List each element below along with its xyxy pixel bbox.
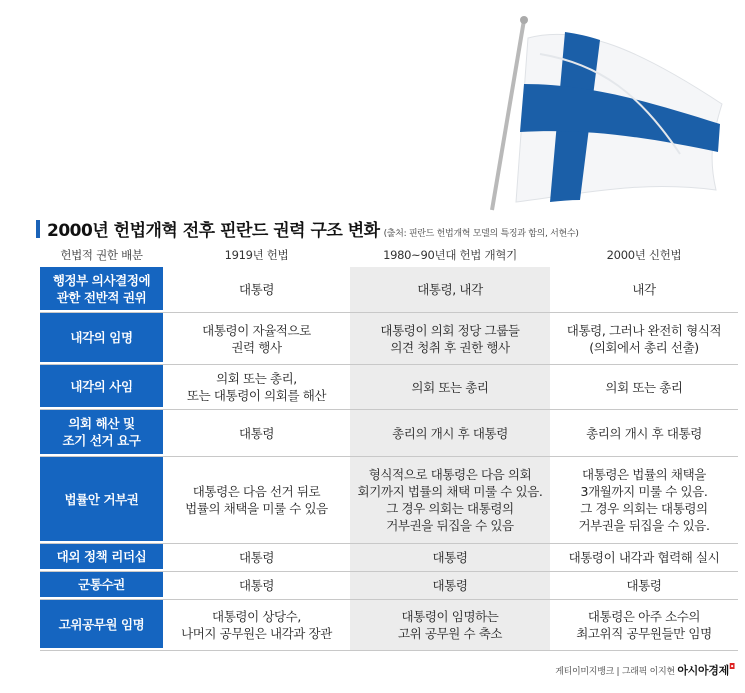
- table-row: [40, 572, 738, 600]
- credit-line: [555, 662, 735, 678]
- cell-1919: 대통령이 자율적으로 권력 행사: [163, 313, 350, 364]
- table-header: [40, 243, 738, 268]
- cell-2000: 대통령, 그러나 완전히 형식적 (의회에서 총리 선출): [550, 313, 738, 364]
- cell-2000: 의회 또는 총리: [550, 365, 738, 409]
- cell-2000: 대통령: [550, 572, 738, 599]
- cell-2000: 대통령은 아주 소수의 최고위직 공무원들만 임명: [550, 600, 738, 650]
- title-accent-bar: [36, 220, 40, 238]
- row-label: 군통수권: [40, 572, 163, 599]
- row-label: 법률안 거부권: [40, 457, 163, 543]
- cell-2000: 내각: [550, 267, 738, 312]
- cell-1919: 대통령이 상당수, 나머지 공무원은 내각과 장관: [163, 600, 350, 650]
- row-label: 의회 해산 및 조기 선거 요구: [40, 410, 163, 456]
- table-row: [40, 600, 738, 651]
- row-label: 내각의 임명: [40, 313, 163, 364]
- header-2000: 2000년 신헌법: [606, 248, 682, 262]
- cell-reform: 대통령: [350, 572, 550, 599]
- cell-reform: 대통령, 내각: [350, 267, 550, 312]
- header-category: 헌법적 권한 배분: [60, 248, 143, 262]
- cell-1919: 대통령: [163, 572, 350, 599]
- cell-1919: 대통령은 다음 선거 뒤로 법률의 채택을 미룰 수 있음: [163, 457, 350, 543]
- title-text: 2000년 헌법개혁 전후 핀란드 권력 구조 변화: [47, 221, 380, 241]
- table-row: [40, 365, 738, 410]
- header-1919: 1919년 헌법: [224, 248, 289, 262]
- row-label: 대외 정책 리더십: [40, 544, 163, 571]
- cell-reform: 총리의 개시 후 대통령: [350, 410, 550, 456]
- cell-reform: 의회 또는 총리: [350, 365, 550, 409]
- table-row: [40, 544, 738, 572]
- table-row: [40, 267, 738, 313]
- row-label: 내각의 사임: [40, 365, 163, 409]
- header-reform-period: 1980~90년대 헌법 개혁기: [383, 248, 517, 262]
- page-title: [47, 216, 579, 241]
- row-label: 고위공무원 임명: [40, 600, 163, 650]
- cell-reform: 대통령이 임명하는 고위 공무원 수 축소: [350, 600, 550, 650]
- cell-reform: 형식적으로 대통령은 다음 의회 회기까지 법률의 채택 미룰 수 있음. 그 경우 의회는 대통령의 거부권을 뒤집을 수 있음: [350, 457, 550, 543]
- cell-reform: 대통령이 의회 정당 그룹들 의견 청취 후 권한 행사: [350, 313, 550, 364]
- cell-1919: 대통령: [163, 544, 350, 571]
- table-row: [40, 457, 738, 544]
- cell-2000: 대통령이 내각과 협력해 실시: [550, 544, 738, 571]
- brand-mark-icon: ◘: [728, 662, 735, 671]
- row-label: 행정부 의사결정에 관한 전반적 권위: [40, 267, 163, 312]
- cell-1919: 대통령: [163, 410, 350, 456]
- cell-1919: 의회 또는 총리, 또는 대통령이 의회를 해산: [163, 365, 350, 409]
- cell-1919: 대통령: [163, 267, 350, 312]
- cell-reform: 대통령: [350, 544, 550, 571]
- finland-flag-image: [470, 14, 740, 214]
- table-row: [40, 313, 738, 365]
- cell-2000: 총리의 개시 후 대통령: [550, 410, 738, 456]
- cell-2000: 대통령은 법률의 채택을 3개월까지 미룰 수 있음. 그 경우 의회는 대통령의 거부권을 뒤집을 수 있음.: [550, 457, 738, 543]
- credit-text: 게티이미지뱅크 | 그래픽 이지현: [555, 667, 675, 677]
- table-row: [40, 410, 738, 457]
- source-note: (출처: 핀란드 헌법개혁 모델의 특징과 함의, 서현수): [383, 229, 579, 239]
- brand-logo: 아시아경제: [677, 664, 729, 677]
